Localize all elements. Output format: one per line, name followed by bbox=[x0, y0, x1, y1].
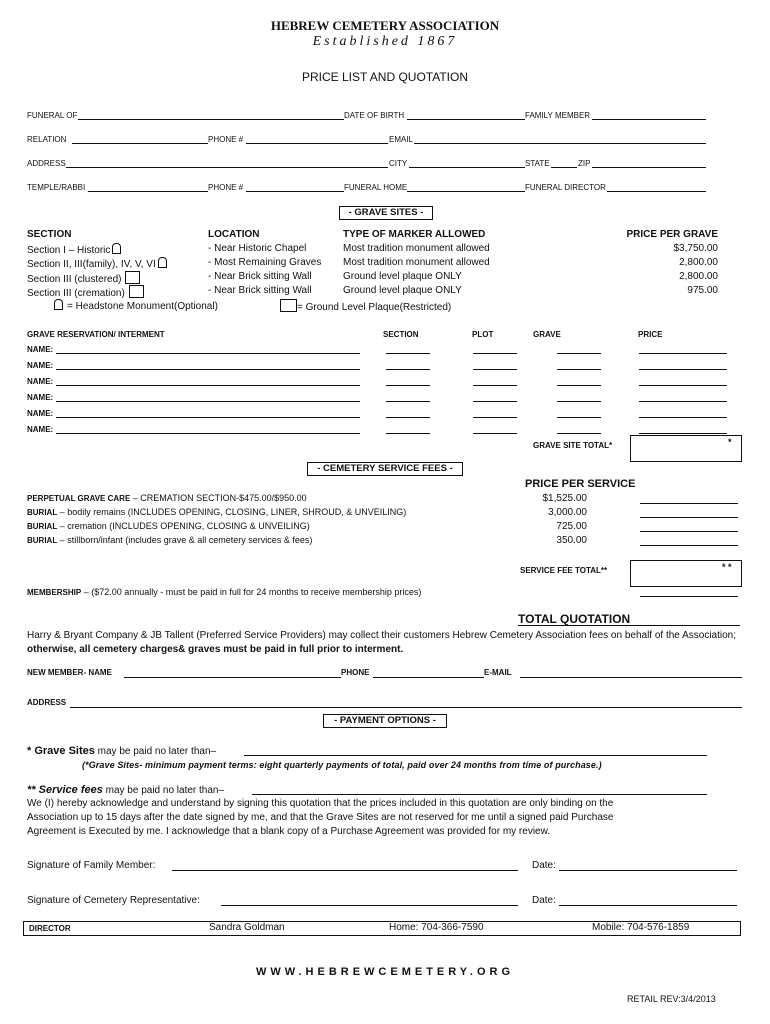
reservation-grave-field[interactable] bbox=[557, 417, 601, 418]
date-of-birth-label: DATE OF BIRTH bbox=[344, 111, 405, 120]
grave-row-section bbox=[27, 257, 167, 270]
grave-row-location: - Near Brick sitting Wall bbox=[208, 285, 312, 296]
grave-row-price: 2,800.00 bbox=[679, 257, 718, 268]
grave-sites-payment-label: * Grave Sites bbox=[27, 745, 95, 757]
price-per-grave-header: PRICE PER GRAVE bbox=[626, 229, 718, 240]
reservation-grave-header: GRAVE bbox=[533, 330, 561, 339]
reservation-name-field[interactable] bbox=[56, 369, 360, 370]
city-label: CITY bbox=[389, 159, 408, 168]
service-fees-heading: - CEMETERY SERVICE FEES - bbox=[307, 462, 463, 476]
fee-amount-field[interactable] bbox=[640, 503, 738, 504]
grave-row-section bbox=[27, 271, 140, 285]
phone-2-label: PHONE # bbox=[208, 183, 244, 192]
grave-row-price: 975.00 bbox=[687, 285, 718, 296]
new-member-address-field[interactable] bbox=[70, 707, 742, 708]
funeral-of-label: FUNERAL OF bbox=[27, 111, 78, 120]
fee-amount-field[interactable] bbox=[640, 531, 738, 532]
representative-signature-field[interactable] bbox=[221, 905, 518, 906]
representative-date-field[interactable] bbox=[559, 905, 737, 906]
reservation-name-field[interactable] bbox=[56, 353, 360, 354]
fee-price: 725.00 bbox=[556, 521, 587, 532]
collection-notice-text: Harry & Bryant Company & JB Tallent (Preferred Service Providers) may collect their customers Hebrew Cemetery Association fees on behalf of the Association; bbox=[27, 630, 737, 641]
acknowledgement-line-2: Association up to 15 days after the date signed by me, and that the Grave Sites are not reserved for me until a signed paid Purchase bbox=[27, 812, 614, 823]
reservation-plot-field[interactable] bbox=[473, 385, 517, 386]
reservation-section-field[interactable] bbox=[386, 433, 430, 434]
temple-rabbi-label: TEMPLE/RABBI bbox=[27, 183, 86, 192]
reservation-grave-field[interactable] bbox=[557, 401, 601, 402]
acknowledgement-line-1: We (I) hereby acknowledge and understand by signing this quotation that the prices included in this quotation are only binding on the bbox=[27, 798, 614, 809]
fee-amount-field[interactable] bbox=[640, 517, 738, 518]
reservation-section-field[interactable] bbox=[386, 369, 430, 370]
collection-notice bbox=[27, 629, 743, 657]
location-column-header: LOCATION bbox=[208, 229, 260, 240]
reservation-name-field[interactable] bbox=[56, 417, 360, 418]
representative-date-label: Date: bbox=[532, 895, 556, 906]
headstone-icon bbox=[158, 257, 167, 268]
funeral-director-field[interactable] bbox=[607, 191, 706, 192]
collection-notice-bold: otherwise, all cemetery charges& graves must be paid in full prior to interment. bbox=[27, 644, 404, 655]
address-field[interactable] bbox=[66, 167, 388, 168]
new-member-phone-label: PHONE bbox=[341, 668, 370, 677]
section-text: Section I – Historic bbox=[27, 245, 111, 256]
price-per-service-header: PRICE PER SERVICE bbox=[525, 478, 636, 490]
phone-label: PHONE # bbox=[208, 135, 244, 144]
service-fees-payment-label: ** Service fees bbox=[27, 784, 103, 796]
section-text: Section III (clustered) bbox=[27, 274, 122, 285]
fee-item-title: BURIAL bbox=[27, 536, 58, 545]
fee-item-perpetual-care bbox=[27, 493, 307, 503]
reservation-plot-field[interactable] bbox=[473, 433, 517, 434]
new-member-address-label: ADDRESS bbox=[27, 698, 67, 707]
state-label: STATE bbox=[525, 159, 550, 168]
city-field[interactable] bbox=[409, 167, 525, 168]
grave-row-section bbox=[27, 243, 121, 256]
new-member-name-label: NEW MEMBER- NAME bbox=[27, 668, 112, 677]
family-member-field[interactable] bbox=[592, 119, 706, 120]
headstone-icon bbox=[54, 299, 63, 310]
representative-signature-label: Signature of Cemetery Representative: bbox=[27, 895, 200, 906]
grave-sites-payment-date-field[interactable] bbox=[244, 755, 707, 756]
service-fee-total-label: SERVICE FEE TOTAL** bbox=[520, 566, 608, 575]
grave-row-price: 2,800.00 bbox=[679, 271, 718, 282]
state-field[interactable] bbox=[551, 167, 577, 168]
reservation-price-field[interactable] bbox=[639, 369, 727, 370]
director-home-phone: Home: 704-366-7590 bbox=[389, 922, 484, 933]
reservation-name-field[interactable] bbox=[56, 385, 360, 386]
fee-item-text: – CREMATION SECTION-$475.00/$950.00 bbox=[130, 493, 307, 503]
reservation-grave-field[interactable] bbox=[557, 433, 601, 434]
reservation-section-field[interactable] bbox=[386, 417, 430, 418]
director-name: Sandra Goldman bbox=[209, 922, 285, 933]
total-quotation-field[interactable] bbox=[518, 625, 740, 626]
membership-field[interactable] bbox=[640, 596, 738, 597]
reservation-section-field[interactable] bbox=[386, 385, 430, 386]
grave-sites-heading: - GRAVE SITES - bbox=[339, 206, 433, 220]
revision-label: RETAIL REV:3/4/2013 bbox=[627, 994, 716, 1004]
fee-item-text: – stillborn/infant (includes grave & all cemetery services & fees) bbox=[57, 535, 313, 545]
reservation-section-field[interactable] bbox=[386, 401, 430, 402]
grave-row-marker: Most tradition monument allowed bbox=[343, 243, 490, 254]
service-fees-payment bbox=[27, 784, 224, 796]
reservation-title: GRAVE RESERVATION/ INTERMENT bbox=[27, 330, 165, 339]
funeral-home-label: FUNERAL HOME bbox=[344, 183, 408, 192]
section-column-header: SECTION bbox=[27, 229, 72, 240]
grave-row-location: - Near Historic Chapel bbox=[208, 243, 307, 254]
new-member-email-label: E-MAIL bbox=[484, 668, 512, 677]
grave-site-total-label: GRAVE SITE TOTAL* bbox=[533, 441, 613, 450]
reservation-grave-field[interactable] bbox=[557, 369, 601, 370]
reservation-grave-field[interactable] bbox=[557, 353, 601, 354]
phone-field[interactable] bbox=[246, 143, 388, 144]
grave-row-location: - Most Remaining Graves bbox=[208, 257, 322, 268]
fee-item-stillborn bbox=[27, 535, 312, 545]
reservation-plot-field[interactable] bbox=[473, 353, 517, 354]
plaque-icon bbox=[125, 271, 140, 284]
reservation-plot-field[interactable] bbox=[473, 369, 517, 370]
membership-label: MEMBERSHIP bbox=[27, 588, 82, 597]
email-label: EMAIL bbox=[389, 135, 414, 144]
service-fees-payment-date-field[interactable] bbox=[252, 794, 707, 795]
reservation-name-field[interactable] bbox=[56, 433, 360, 434]
payment-options-heading: - PAYMENT OPTIONS - bbox=[323, 714, 447, 728]
funeral-home-field[interactable] bbox=[407, 191, 525, 192]
fee-price: 350.00 bbox=[556, 535, 587, 546]
fee-item-text: – cremation (INCLUDES OPENING, CLOSING & UNVEILING) bbox=[57, 521, 310, 531]
address-label: ADDRESS bbox=[27, 159, 66, 168]
reservation-name-label: NAME: bbox=[27, 377, 54, 386]
reservation-price-field[interactable] bbox=[639, 385, 727, 386]
reservation-name-label: NAME: bbox=[27, 393, 54, 402]
section-text: Section III (cremation) bbox=[27, 288, 125, 299]
membership-text: – ($72.00 annually - must be paid in full for 24 months to receive membership prices) bbox=[81, 587, 422, 597]
temple-rabbi-field[interactable] bbox=[88, 191, 208, 192]
reservation-price-field[interactable] bbox=[639, 433, 727, 434]
family-signature-field[interactable] bbox=[172, 870, 518, 871]
reservation-name-label: NAME: bbox=[27, 425, 54, 434]
website-link[interactable]: WWW.HEBREWCEMETERY.ORG bbox=[255, 966, 515, 978]
established-line: Established 1867 bbox=[312, 34, 458, 49]
email-field[interactable] bbox=[414, 143, 706, 144]
grave-sites-payment-text: may be paid no later than– bbox=[94, 746, 217, 757]
zip-field[interactable] bbox=[592, 167, 706, 168]
legend-plaque-text: = Ground Level Plaque(Restricted) bbox=[297, 302, 452, 313]
relation-label: RELATION bbox=[27, 135, 67, 144]
fee-price: 3,000.00 bbox=[548, 507, 587, 518]
total-quotation-heading: TOTAL QUOTATION bbox=[518, 612, 631, 626]
director-mobile-phone: Mobile: 704-576-1859 bbox=[592, 922, 690, 933]
organization-name: HEBREW CEMETERY ASSOCIATION bbox=[270, 18, 500, 33]
fee-amount-field[interactable] bbox=[640, 545, 738, 546]
new-member-phone-field[interactable] bbox=[373, 677, 484, 678]
reservation-grave-field[interactable] bbox=[557, 385, 601, 386]
grave-sites-payment-note: (*Grave Sites- minimum payment terms: eight quarterly payments of total, paid over 24 months from time of purchase.) bbox=[82, 760, 602, 770]
fee-item-text: – bodily remains (INCLUDES OPENING, CLOSING, LINER, SHROUD, & UNVEILING) bbox=[57, 507, 407, 517]
reservation-price-field[interactable] bbox=[639, 417, 727, 418]
fee-item-title: PERPETUAL GRAVE CARE bbox=[27, 494, 131, 503]
service-fees-payment-text: may be paid no later than– bbox=[102, 785, 225, 796]
phone-2-field[interactable] bbox=[246, 191, 344, 192]
reservation-plot-field[interactable] bbox=[473, 401, 517, 402]
grave-row-marker: Ground level plaque ONLY bbox=[343, 271, 462, 282]
reservation-price-field[interactable] bbox=[639, 353, 727, 354]
zip-label: ZIP bbox=[578, 159, 591, 168]
date-of-birth-field[interactable] bbox=[407, 119, 525, 120]
reservation-price-header: PRICE bbox=[638, 330, 663, 339]
section-text: Section II, III(family), IV, V, VI bbox=[27, 259, 156, 270]
service-total-stars: * * bbox=[722, 562, 732, 572]
family-date-label: Date: bbox=[532, 860, 556, 871]
fee-item-title: BURIAL bbox=[27, 508, 58, 517]
fee-price: $1,525.00 bbox=[542, 493, 587, 504]
family-member-label: FAMILY MEMBER bbox=[525, 111, 591, 120]
reservation-name-field[interactable] bbox=[56, 401, 360, 402]
director-label: DIRECTOR bbox=[29, 924, 71, 933]
funeral-director-label: FUNERAL DIRECTOR bbox=[525, 183, 606, 192]
grave-row-price: $3,750.00 bbox=[673, 243, 718, 254]
reservation-name-label: NAME: bbox=[27, 345, 54, 354]
funeral-of-field[interactable] bbox=[78, 119, 344, 120]
family-date-field[interactable] bbox=[559, 870, 737, 871]
legend-headstone bbox=[54, 299, 218, 312]
legend-plaque bbox=[280, 299, 451, 313]
grave-total-star: * bbox=[728, 437, 732, 447]
document-title: PRICE LIST AND QUOTATION bbox=[301, 70, 469, 84]
grave-row-section bbox=[27, 285, 144, 299]
reservation-name-label: NAME: bbox=[27, 361, 54, 370]
grave-row-location: - Near Brick sitting Wall bbox=[208, 271, 312, 282]
membership-line bbox=[27, 587, 421, 597]
family-signature-label: Signature of Family Member: bbox=[27, 860, 156, 871]
reservation-name-label: NAME: bbox=[27, 409, 54, 418]
headstone-icon bbox=[112, 243, 121, 254]
relation-field[interactable] bbox=[72, 143, 208, 144]
plaque-icon bbox=[129, 285, 144, 298]
acknowledgement-line-3: Agreement is Executed by me. I acknowledge that a blank copy of a Purchase Agreement was provided for my review. bbox=[27, 826, 551, 837]
reservation-section-header: SECTION bbox=[383, 330, 419, 339]
reservation-plot-field[interactable] bbox=[473, 417, 517, 418]
marker-column-header: TYPE OF MARKER ALLOWED bbox=[343, 229, 486, 240]
reservation-price-field[interactable] bbox=[639, 401, 727, 402]
fee-item-cremation bbox=[27, 521, 310, 531]
fee-item-title: BURIAL bbox=[27, 522, 58, 531]
reservation-section-field[interactable] bbox=[386, 353, 430, 354]
new-member-name-field[interactable] bbox=[124, 677, 341, 678]
fee-item-bodily bbox=[27, 507, 406, 517]
grave-sites-payment bbox=[27, 745, 216, 757]
new-member-email-field[interactable] bbox=[520, 677, 742, 678]
grave-row-marker: Most tradition monument allowed bbox=[343, 257, 490, 268]
reservation-plot-header: PLOT bbox=[472, 330, 494, 339]
grave-site-total-field[interactable] bbox=[630, 435, 742, 462]
legend-headstone-text: = Headstone Monument(Optional) bbox=[67, 301, 218, 312]
plaque-icon bbox=[280, 299, 297, 312]
grave-row-marker: Ground level plaque ONLY bbox=[343, 285, 462, 296]
